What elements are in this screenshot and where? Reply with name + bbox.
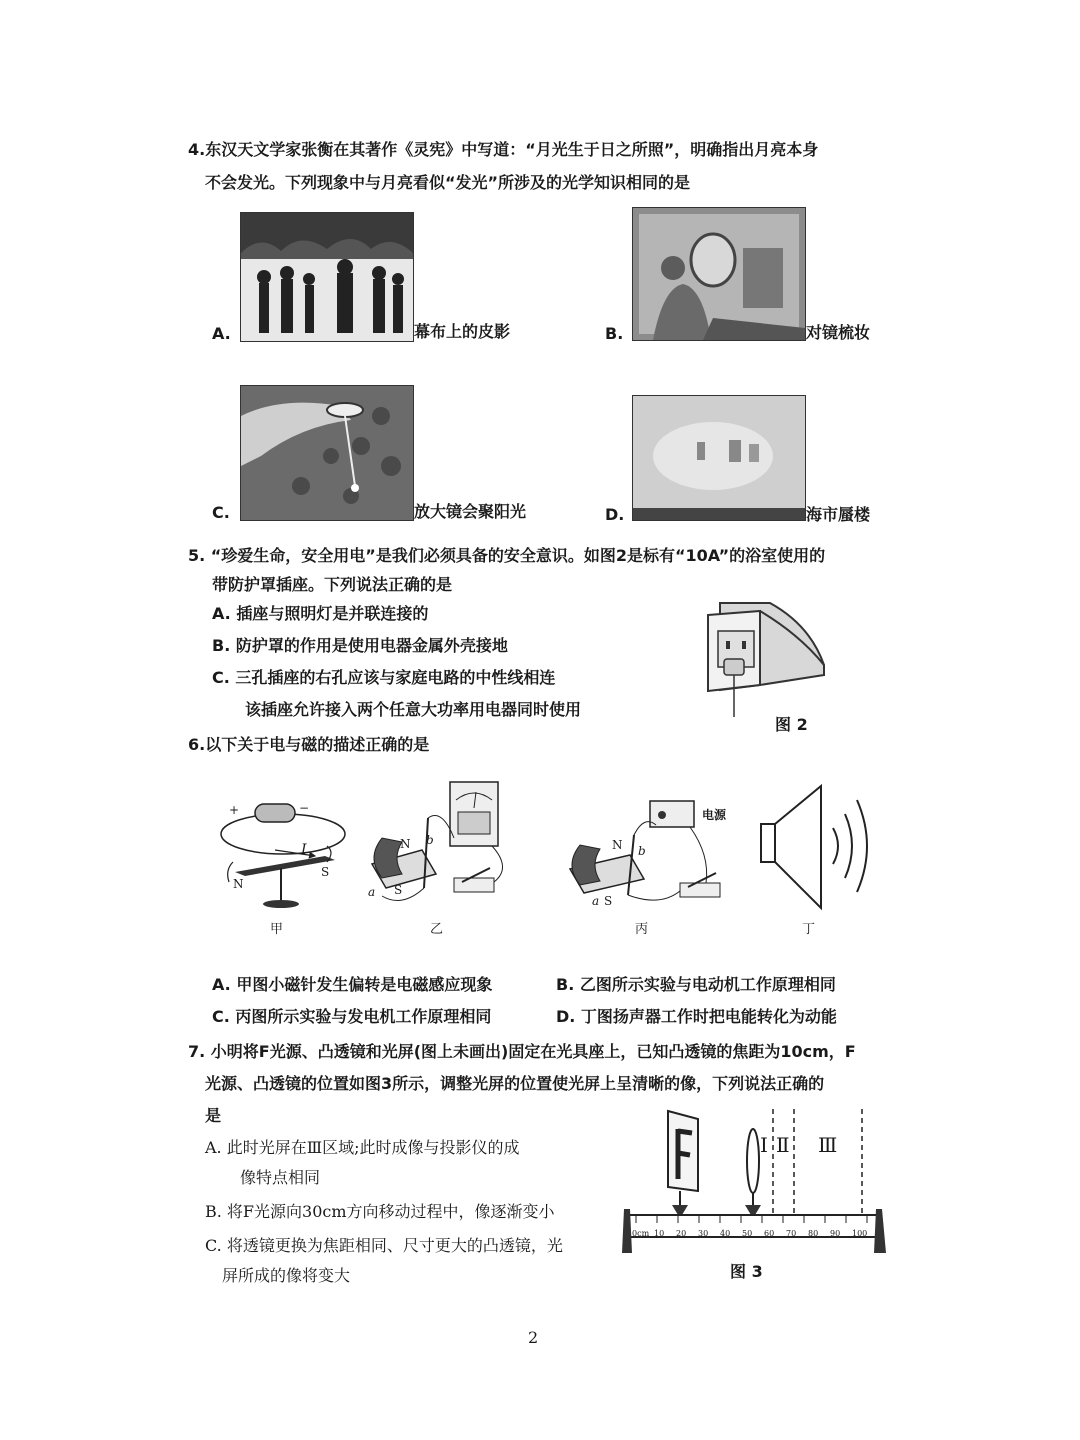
ruler-tick: 70 [786, 1229, 797, 1238]
region-2-label: Ⅱ [776, 1133, 790, 1157]
bing-a-label: a [592, 894, 600, 908]
figure-3-caption: 图 3 [730, 1262, 763, 1281]
power-source-label: 电源 [702, 808, 727, 822]
q4-option-c-caption: 放大镜会聚阳光 [414, 502, 527, 521]
q4-option-c-letter: C. [212, 503, 230, 522]
figure-ding [755, 780, 885, 915]
q7-option-c-line1: C. 将透镜更换为焦距相同、尺寸更大的凸透镜，光 [205, 1236, 563, 1255]
q7-stem-line1: 7. 小明将F光源、凸透镜和光屏(图上未画出)固定在光具座上，已知凸透镜的焦距为10cm，F [188, 1042, 856, 1061]
ruler-tick: 40 [720, 1229, 731, 1238]
q6-option-a: A. 甲图小磁针发生偏转是电磁感应现象 [212, 975, 493, 994]
ruler-tick: 0cm [632, 1229, 650, 1238]
yi-s-label: S [394, 883, 403, 897]
q5-option-c: C. 三孔插座的右孔应该与家庭电路的中性线相连 [212, 668, 556, 687]
figure-jia [215, 790, 355, 920]
jia-minus: − [299, 801, 310, 815]
yi-a-label: a [368, 885, 376, 899]
bing-n-label: N [612, 838, 623, 852]
q4-option-d-letter: D. [605, 505, 625, 524]
ruler-tick: 60 [764, 1229, 775, 1238]
magnifier-photo [240, 385, 414, 521]
ruler-tick: 20 [676, 1229, 687, 1238]
socket-figure [700, 595, 830, 720]
shadow-puppet-photo [240, 212, 414, 342]
q6-option-d: D. 丁图扬声器工作时把电能转化为动能 [556, 1007, 837, 1026]
figure-ding-label: 丁 [802, 922, 816, 937]
page-number: 2 [528, 1328, 539, 1347]
region-3-label: Ⅲ [818, 1133, 838, 1157]
q6-option-b: B. 乙图所示实验与电动机工作原理相同 [556, 975, 836, 994]
figure-yi-label: 乙 [430, 922, 444, 937]
ruler-tick: 100 [852, 1229, 868, 1238]
jia-n-label: N [233, 877, 244, 891]
q7-option-b: B. 将F光源向30cm方向移动过程中，像逐渐变小 [205, 1202, 555, 1221]
figure-yi [362, 778, 522, 918]
q4-stem-line2: 不会发光。下列现象中与月亮看似“发光”所涉及的光学知识相同的是 [205, 173, 691, 192]
q4-stem-line1: 4.东汉天文学家张衡在其著作《灵宪》中写道：“月光生于日之所照”，明确指出月亮本身 [188, 140, 819, 159]
ruler-tick: 30 [698, 1229, 709, 1238]
jia-s-label: S [321, 865, 330, 879]
region-1-label: Ⅰ [760, 1133, 768, 1157]
q6-stem: 6.以下关于电与磁的描述正确的是 [188, 735, 430, 754]
bing-s-label: S [604, 894, 613, 908]
ruler-tick: 10 [654, 1229, 665, 1238]
jia-plus: + [229, 803, 240, 817]
q4-option-b-letter: B. [605, 324, 624, 343]
figure-bing-label: 丙 [635, 922, 649, 937]
q5-option-b: B. 防护罩的作用是使用电器金属外壳接地 [212, 636, 508, 655]
q7-stem-line3: 是 [205, 1106, 222, 1125]
figure-2-caption: 图 2 [775, 715, 808, 734]
figure-bing [560, 795, 740, 915]
q5-stem-line2: 带防护罩插座。下列说法正确的是 [212, 575, 453, 594]
bing-b-label: b [638, 844, 646, 858]
q4-option-a-letter: A. [212, 324, 231, 343]
jia-current-label: I [301, 842, 307, 858]
q5-option-d: 该插座允许接入两个任意大功率用电器同时使用 [245, 700, 582, 719]
q5-stem-line1: 5. “珍爱生命，安全用电”是我们必须具备的安全意识。如图2是标有“10A”的浴室使用的 [188, 546, 826, 565]
q7-option-a-line2: 像特点相同 [240, 1168, 321, 1187]
ruler-tick-labels [632, 1229, 872, 1239]
q5-option-a: A. 插座与照明灯是并联连接的 [212, 604, 429, 623]
q7-option-a-line1: A. 此时光屏在Ⅲ区域;此时成像与投影仪的成 [205, 1138, 520, 1157]
ruler-tick: 50 [742, 1229, 753, 1238]
figure-jia-label: 甲 [270, 922, 284, 937]
ruler-tick: 80 [808, 1229, 819, 1238]
yi-n-label: N [400, 837, 411, 851]
mirror-photo [632, 207, 806, 341]
optical-bench-figure [618, 1105, 888, 1255]
q4-option-b-caption: 对镜梳妆 [806, 323, 871, 342]
mirage-photo [632, 395, 806, 521]
q6-option-c: C. 丙图所示实验与发电机工作原理相同 [212, 1007, 492, 1026]
q4-option-a-caption: 幕布上的皮影 [414, 322, 511, 341]
yi-b-label: b [426, 833, 434, 847]
ruler-tick: 90 [830, 1229, 841, 1238]
q4-option-d-caption: 海市蜃楼 [806, 505, 871, 524]
q7-stem-line2: 光源、凸透镜的位置如图3所示，调整光屏的位置使光屏上呈清晰的像，下列说法正确的 [205, 1074, 825, 1093]
q7-option-c-line2: 屏所成的像将变大 [222, 1266, 351, 1285]
